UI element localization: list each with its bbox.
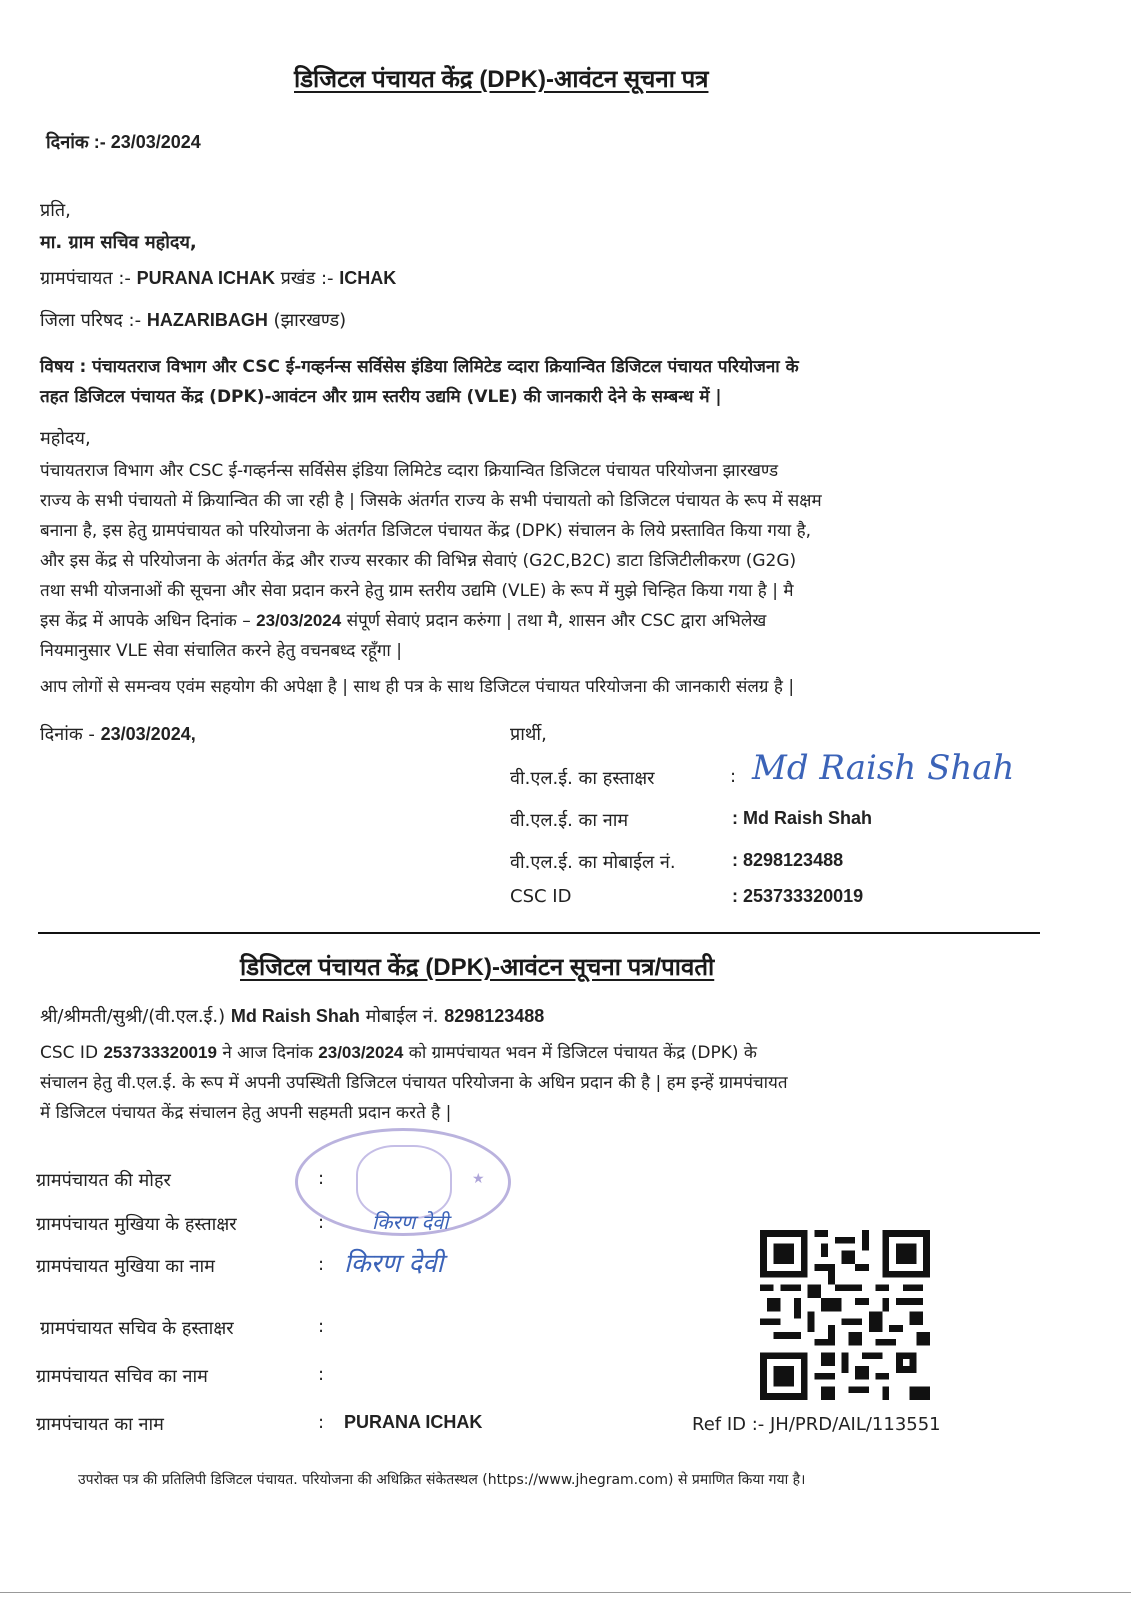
receipt-line: संचालन हेतु वी.एल.ई. के रूप में अपनी उपस्थिती डिजिटल पंचायत परियोजना के अधिन प्रदान की है | हम इन्हें ग्रामपंचायत bbox=[40, 1073, 788, 1093]
field-mukhiya-name-label: ग्रामपंचायत मुखिया का नाम bbox=[36, 1256, 215, 1277]
block-value: ICHAK bbox=[339, 268, 397, 288]
body-line bbox=[40, 606, 822, 636]
vle-prefix: श्री/श्रीमती/सुश्री/(वी.एल.ई.) bbox=[40, 1006, 231, 1027]
salutation: महोदय, bbox=[40, 428, 91, 449]
subject-line: विषय : पंचायतराज विभाग और CSC ई-गव्हर्नन्स सर्विसेस इंडिया लिमिटेड व्दारा क्रियान्वित डिजिटल पंचायत परियोजना के bbox=[40, 357, 799, 377]
letter-date bbox=[46, 130, 201, 154]
signoff-date-value: 23/03/2024, bbox=[100, 724, 196, 744]
date-value: 23/03/2024 bbox=[110, 132, 201, 152]
receipt-line bbox=[40, 1038, 788, 1068]
ref-id: Ref ID :- JH/PRD/AIL/113551 bbox=[692, 1414, 941, 1435]
field-secretary-name-colon: : bbox=[318, 1364, 325, 1385]
field-secretary-name-label: ग्रामपंचायत सचिव का नाम bbox=[36, 1366, 208, 1387]
body-line: राज्य के सभी पंचायतो में क्रियान्वित की जा रही है | जिसके अंतर्गत राज्य के सभी पंचायतो को डिजिटल पंचायत के रूप में सक्षम bbox=[40, 491, 822, 511]
body-line-date: 23/03/2024 bbox=[256, 611, 342, 630]
vle-signature: Md Raish Shah bbox=[752, 748, 1015, 788]
receipt-csc-value: 253733320019 bbox=[103, 1043, 217, 1062]
vle-signature-colon: : bbox=[730, 766, 737, 787]
receipt-line: में डिजिटल पंचायत केंद्र संचालन हेतु अपनी सहमती प्रदान करते है | bbox=[40, 1103, 452, 1123]
field-gp-name-label: ग्रामपंचायत का नाम bbox=[36, 1414, 164, 1435]
body-line: और इस केंद्र से परियोजना के अंतर्गत केंद्र और राज्य सरकार की विभिन्न सेवाएं (G2C,B2C) डाटा डिजिटीलीकरण (G2G) bbox=[40, 551, 797, 571]
body-line-pre: इस केंद्र में आपके अधिन दिनांक – bbox=[40, 611, 257, 631]
page-title: डिजिटल पंचायत केंद्र (DPK)-आवंटन सूचना पत्र bbox=[294, 66, 709, 93]
vle-signature-label: वी.एल.ई. का हस्ताक्षर bbox=[510, 768, 655, 789]
subject-line: तहत डिजिटल पंचायत केंद्र (DPK)-आवंटन और ग्राम स्तरीय उद्यमि (VLE) की जानकारी देने के सम्बन्ध में | bbox=[40, 387, 722, 407]
receipt-l1-mid: ने आज दिनांक bbox=[216, 1043, 319, 1063]
page-edge-line bbox=[0, 1592, 1131, 1593]
body-line: नियमानुसार VLE सेवा संचालित करने हेतु वचनबध्द रहूँगा | bbox=[40, 641, 402, 661]
vle-name-label: वी.एल.ई. का नाम bbox=[510, 810, 629, 831]
receipt-mobile-value: 8298123488 bbox=[444, 1006, 545, 1026]
section-divider bbox=[38, 932, 1040, 934]
receipt-vle-name: Md Raish Shah bbox=[230, 1006, 360, 1026]
field-gp-name-value: PURANA ICHAK bbox=[344, 1412, 483, 1432]
receipt-mobile-label: मोबाईल नं. bbox=[359, 1006, 445, 1027]
gp-label: ग्रामपंचायत :- bbox=[40, 268, 137, 289]
field-mukhiya-name-colon: : bbox=[318, 1254, 325, 1275]
receipt-l1-date: 23/03/2024 bbox=[318, 1043, 404, 1062]
seal-star-icon: ★ bbox=[472, 1171, 485, 1187]
field-mukhiya-sign-colon: : bbox=[318, 1212, 325, 1233]
body-line: बनाना है, इस हेतु ग्रामपंचायत को परियोजना के अंतर्गत डिजिटल पंचायत केंद्र (DPK) संचालन के लिये प्रस्तावित किया गया है, bbox=[40, 521, 812, 541]
receipt-paragraph bbox=[40, 1038, 788, 1128]
district-label: जिला परिषद :- bbox=[40, 310, 147, 331]
vle-mobile-label: वी.एल.ई. का मोबाईल नं. bbox=[510, 852, 676, 873]
receipt-l1-post: को ग्रामपंचायत भवन में डिजिटल पंचायत केंद्र (DPK) के bbox=[403, 1043, 757, 1063]
qr-code-icon bbox=[760, 1230, 930, 1400]
receipt-csc-label: CSC ID bbox=[40, 1043, 104, 1063]
receipt-title: डिजिटल पंचायत केंद्र (DPK)-आवंटन सूचना पत्र/पावती bbox=[240, 954, 715, 981]
mukhiya-name-handwritten: किरण देवी bbox=[344, 1249, 444, 1279]
body-paragraph bbox=[40, 456, 822, 666]
state: (झारखण्ड) bbox=[267, 310, 347, 331]
gram-panchayat-line bbox=[40, 266, 396, 290]
gp-value: PURANA ICHAK bbox=[136, 268, 275, 288]
subject bbox=[40, 352, 799, 412]
district-line bbox=[40, 308, 346, 332]
field-gp-name-colon: : bbox=[318, 1412, 325, 1433]
field-secretary-sign-label: ग्रामपंचायत सचिव के हस्ताक्षर bbox=[40, 1318, 234, 1339]
field-seal-label: ग्रामपंचायत की मोहर bbox=[36, 1170, 171, 1191]
field-seal-colon: : bbox=[318, 1168, 325, 1189]
closing-line: आप लोगों से समन्वय एवंम सहयोग की अपेक्षा है | साथ ही पत्र के साथ डिजिटल पंचायत परियोजना की जानकारी संलग्र है | bbox=[40, 677, 795, 697]
receipt-vle-line bbox=[40, 1004, 544, 1028]
vle-mobile-value: : 8298123488 bbox=[732, 850, 844, 870]
body-line: पंचायतराज विभाग और CSC ई-गव्हर्नन्स सर्विसेस इंडिया लिमिटेड व्दारा क्रियान्वित डिजिटल पंचायत परियोजना झारखण्ड bbox=[40, 461, 779, 481]
field-mukhiya-sign-label: ग्रामपंचायत मुखिया के हस्ताक्षर bbox=[36, 1214, 237, 1235]
signoff-date bbox=[40, 722, 196, 746]
csc-id-value: : 253733320019 bbox=[732, 886, 864, 906]
applicant-label: प्रार्थी, bbox=[510, 724, 547, 745]
body-line: तथा सभी योजनाओं की सूचना और सेवा प्रदान करने हेतु ग्राम स्तरीय उद्यमि (VLE) के रूप में मुझे चिन्हित किया गया है | मै bbox=[40, 581, 794, 601]
date-label: दिनांक :- bbox=[46, 132, 111, 152]
addressee: मा. ग्राम सचिव महोदय, bbox=[40, 232, 197, 253]
csc-id-label: CSC ID bbox=[510, 886, 572, 907]
vle-name-value: : Md Raish Shah bbox=[732, 808, 873, 828]
body-line-post: संपूर्ण सेवाएं प्रदान करुंगा | तथा मै, शासन और CSC द्वारा अभिलेख bbox=[341, 611, 767, 631]
signoff-date-label: दिनांक - bbox=[40, 724, 101, 745]
prati: प्रति, bbox=[40, 200, 71, 221]
footer-note: उपरोक्त पत्र की प्रतिलिपी डिजिटल पंचायत. परियोजना की अधिक्रित संकेतस्थल (https://www.jhegram.com) से प्रमाणित किया गया है। bbox=[78, 1472, 806, 1488]
block-label: प्रखंड :- bbox=[274, 268, 340, 289]
field-secretary-sign-colon: : bbox=[318, 1316, 325, 1337]
district-value: HAZARIBAGH bbox=[146, 310, 268, 330]
mukhiya-signature: किरण देवी bbox=[372, 1210, 449, 1234]
